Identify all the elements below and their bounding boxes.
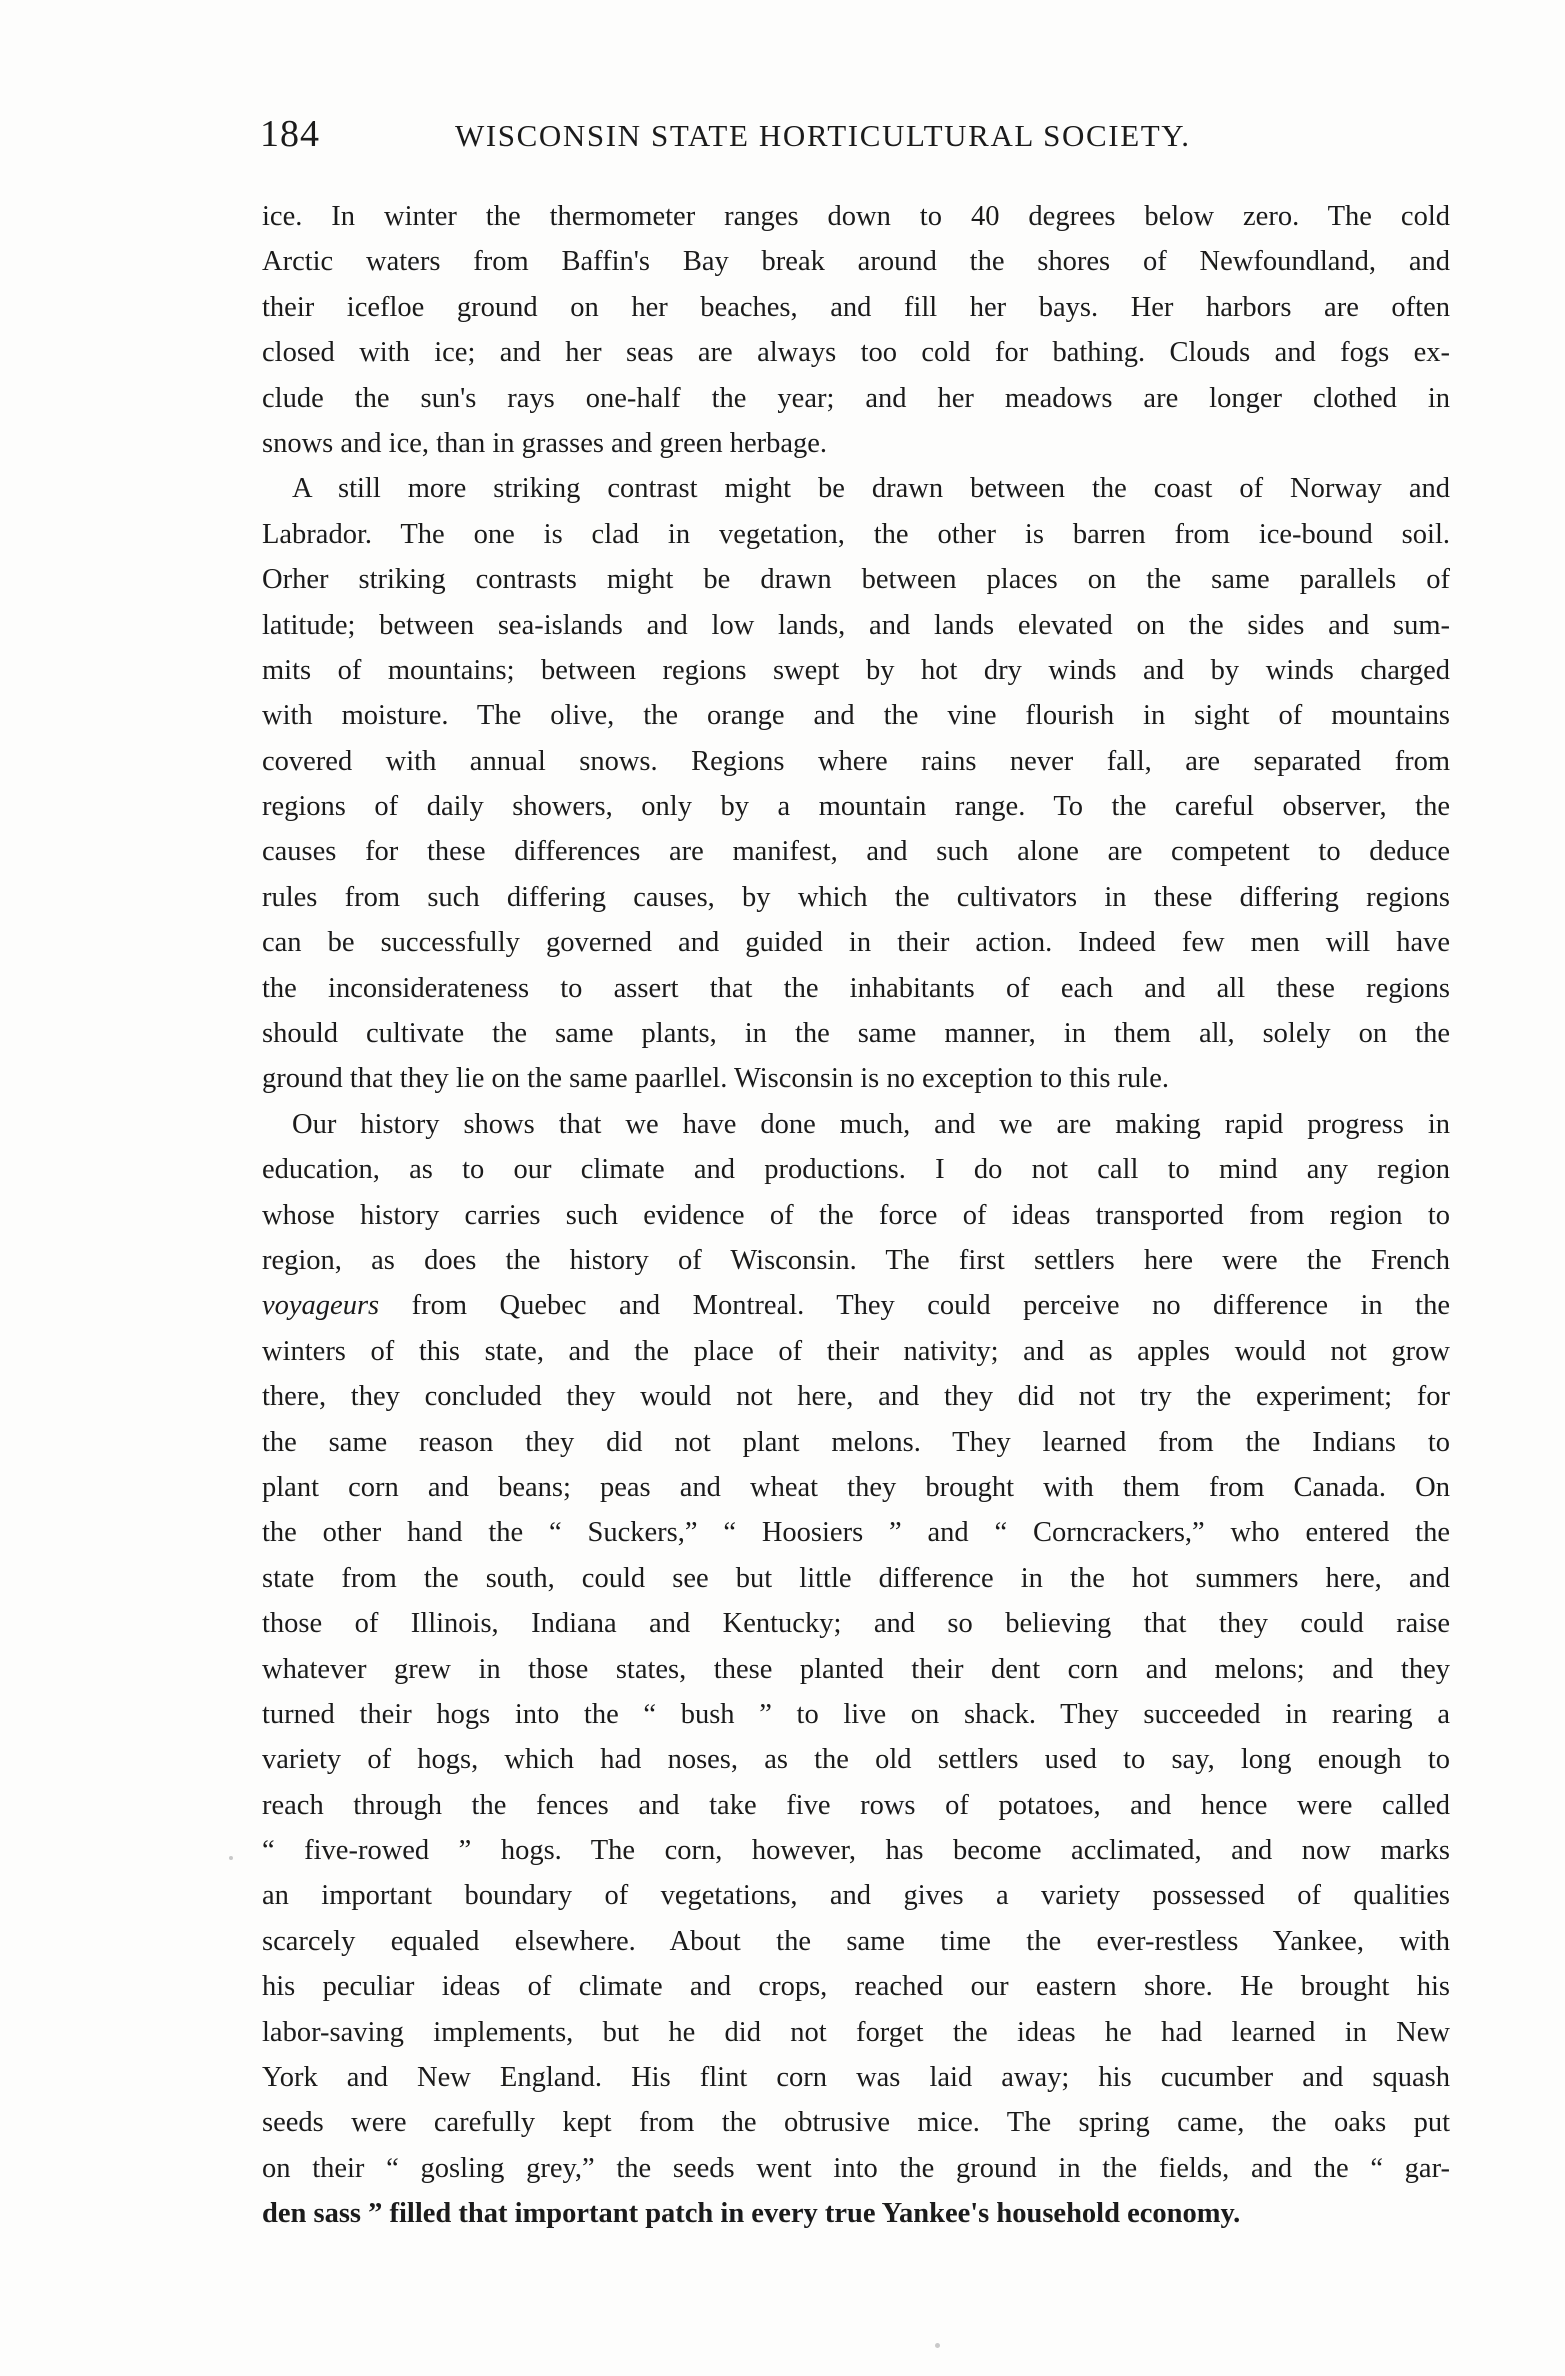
text-line: Our history shows that we have done much, and we are making rapid progress in [292, 1108, 1450, 1140]
text-line: the same reason they did not plant melons. They learned from the Indians to [262, 1426, 1450, 1458]
page-speck [935, 2343, 940, 2348]
paragraph [262, 194, 1450, 466]
paragraph [262, 466, 1450, 1101]
text-line: can be successfully governed and guided in their action. Indeed few men will have [262, 927, 1450, 959]
text-line: on their “ gosling grey,” the seeds went into the ground in the fields, and the “ gar- [262, 2152, 1450, 2184]
text-line: covered with annual snows. Regions where rains never fall, are separated from [262, 745, 1450, 777]
text-line: ice. In winter the thermometer ranges down to 40 degrees below zero. The cold [262, 201, 1450, 232]
page-speck [229, 1856, 233, 1860]
text-line: causes for these differences are manifest, and such alone are competent to deduce [262, 836, 1450, 868]
text-line: there, they concluded they would not here, and they did not try the experiment; for [262, 1381, 1450, 1413]
text-line: seeds were carefully kept from the obtrusive mice. The spring came, the oaks put [262, 2107, 1450, 2139]
text-line: their icefloe ground on her beaches, and fill her bays. Her harbors are often [262, 291, 1450, 323]
text-line: snows and ice, than in grasses and green herbage. [262, 427, 828, 459]
body-text [262, 194, 1450, 2237]
text-line: regions of daily showers, only by a mountain range. To the careful observer, the [262, 791, 1450, 823]
text-line: state from the south, could see but little difference in the hot summers here, and [262, 1562, 1450, 1594]
text-line: “ five-rowed ” hogs. The corn, however, has become acclimated, and now marks [262, 1835, 1450, 1867]
page-number: 184 [260, 113, 320, 155]
text-line: clude the sun's rays one-half the year; and her meadows are longer clothed in [262, 382, 1450, 414]
text-line: labor-saving implements, but he did not forget the ideas he had learned in New [262, 2016, 1450, 2048]
text-line: Arctic waters from Baffin's Bay break around the shores of Newfoundland, and [262, 246, 1450, 278]
text-line: scarcely equaled elsewhere. About the same time the ever-restless Yankee, with [262, 1925, 1450, 1957]
text-line: closed with ice; and her seas are always too cold for bathing. Clouds and fogs ex- [262, 337, 1450, 369]
text-line: voyageurs from Quebec and Montreal. They could perceive no difference in the [262, 1290, 1450, 1322]
paragraph [262, 1102, 1450, 2237]
text-line: reach through the fences and take five rows of potatoes, and hence were called [262, 1789, 1450, 1821]
text-line: the inconsiderateness to assert that the inhabitants of each and all these regions [262, 972, 1450, 1004]
page-header [260, 112, 1450, 172]
text-line: his peculiar ideas of climate and crops, reached our eastern shore. He brought his [262, 1971, 1450, 2003]
text-line: winters of this state, and the place of their nativity; and as apples would not grow [262, 1335, 1450, 1367]
text-line: region, as does the history of Wisconsin. The first settlers here were the French [262, 1244, 1450, 1276]
text-line: plant corn and beans; peas and wheat they brought with them from Canada. On [262, 1471, 1450, 1503]
text-line: den sass ” filled that important patch in every true Yankee's household economy. [262, 2198, 1241, 2230]
text-line: rules from such differing causes, by which the cultivators in these differing regions [262, 881, 1450, 913]
text-line: should cultivate the same plants, in the same manner, in them all, solely on the [262, 1018, 1450, 1050]
text-line: whose history carries such evidence of the force of ideas transported from region to [262, 1199, 1450, 1231]
text-line: education, as to our climate and productions. I do not call to mind any region [262, 1154, 1450, 1186]
text-line: variety of hogs, which had noses, as the old settlers used to say, long enough to [262, 1744, 1450, 1776]
text-line: the other hand the “ Suckers,” “ Hoosiers ” and “ Corncrackers,” who entered the [262, 1517, 1450, 1549]
text-line: latitude; between sea-islands and low lands, and lands elevated on the sides and sum- [262, 609, 1450, 641]
running-head: WISCONSIN STATE HORTICULTURAL SOCIETY. [455, 118, 1191, 153]
text-line: mits of mountains; between regions swept by hot dry winds and by winds charged [262, 654, 1450, 686]
text-line: those of Illinois, Indiana and Kentucky; and so believing that they could raise [262, 1608, 1450, 1640]
text-line: Labrador. The one is clad in vegetation, the other is barren from ice-bound soil. [262, 518, 1450, 550]
text-line: Orher striking contrasts might be drawn between places on the same parallels of [262, 564, 1450, 596]
text-line: turned their hogs into the “ bush ” to live on shack. They succeeded in rearing a [262, 1698, 1450, 1730]
text-line: York and New England. His flint corn was laid away; his cucumber and squash [262, 2062, 1450, 2094]
text-line: whatever grew in those states, these planted their dent corn and melons; and they [262, 1653, 1450, 1685]
text-line: with moisture. The olive, the orange and the vine flourish in sight of mountains [262, 700, 1450, 732]
text-line: A still more striking contrast might be drawn between the coast of Norway and [292, 473, 1450, 505]
text-line: an important boundary of vegetations, and gives a variety possessed of qualities [262, 1880, 1450, 1912]
text-line: ground that they lie on the same paarllel. Wisconsin is no exception to this rule. [262, 1063, 1169, 1095]
